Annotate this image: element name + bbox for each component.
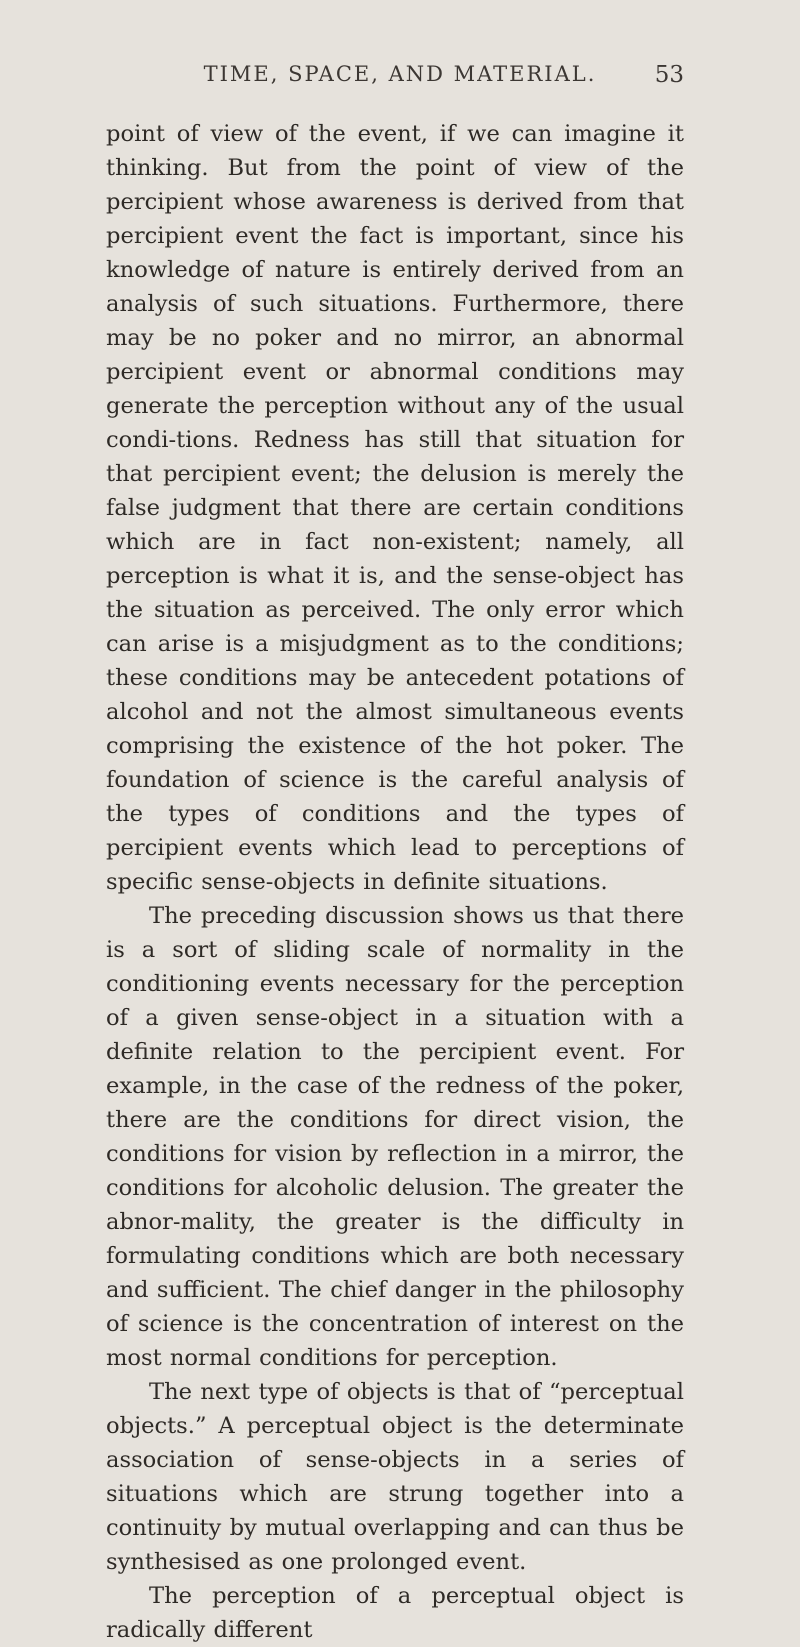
body-text (106, 117, 684, 1647)
paragraph-2: The preceding discussion shows us that there is a sort of sliding scale of normality in the conditioning events necessary for the perception of a given sense-object in a situation with a definite relation to the percipient event. For example, in the case of the redness of the poker, there are the conditions for direct vision, the conditions for vision by reflection in a mirror, the conditions for alcoholic delusion. The greater the abnor-mality, the greater is the difficulty in formulating conditions which are both necessary and sufficient. The chief danger in the philosophy of science is the concentration of interest on the most normal conditions for perception. (106, 903, 684, 1371)
page-header (0, 62, 800, 102)
paragraph-3: The next type of objects is that of “perceptual objects.” A perceptual object is the determinate association of sense-objects in a series of situations which are strung together into a continuity by mutual overlapping and can thus be synthesised as one prolonged event. (106, 1379, 684, 1575)
page-number: 53 (654, 62, 684, 88)
paragraph-4: The perception of a perceptual object is radically different (106, 1583, 684, 1643)
running-head: TIME, SPACE, AND MATERIAL. (203, 62, 597, 86)
paragraph-1: point of view of the event, if we can imagine it thinking. But from the point of view of the percipient whose awareness is derived from that percipient event the fact is important, since his knowledge of nature is entirely derived from an analysis of such situations. Furthermore, there may be no poker and no mirror, an abnormal percipient event or abnormal conditions may generate the perception without any of the usual condi-tions. Redness has still that situation for that percipient event; the delusion is merely the false judgment that there are certain conditions which are in fact non-existent; namely, all perception is what it is, and the sense-object has the situation as perceived. The only error which can arise is a misjudgment as to the conditions; these conditions may be antecedent potations of alcohol and not the almost simultaneous events comprising the existence of the hot poker. The foundation of science is the careful analysis of the types of conditions and the types of percipient events which lead to perceptions of specific sense-objects in definite situations. (106, 121, 684, 895)
